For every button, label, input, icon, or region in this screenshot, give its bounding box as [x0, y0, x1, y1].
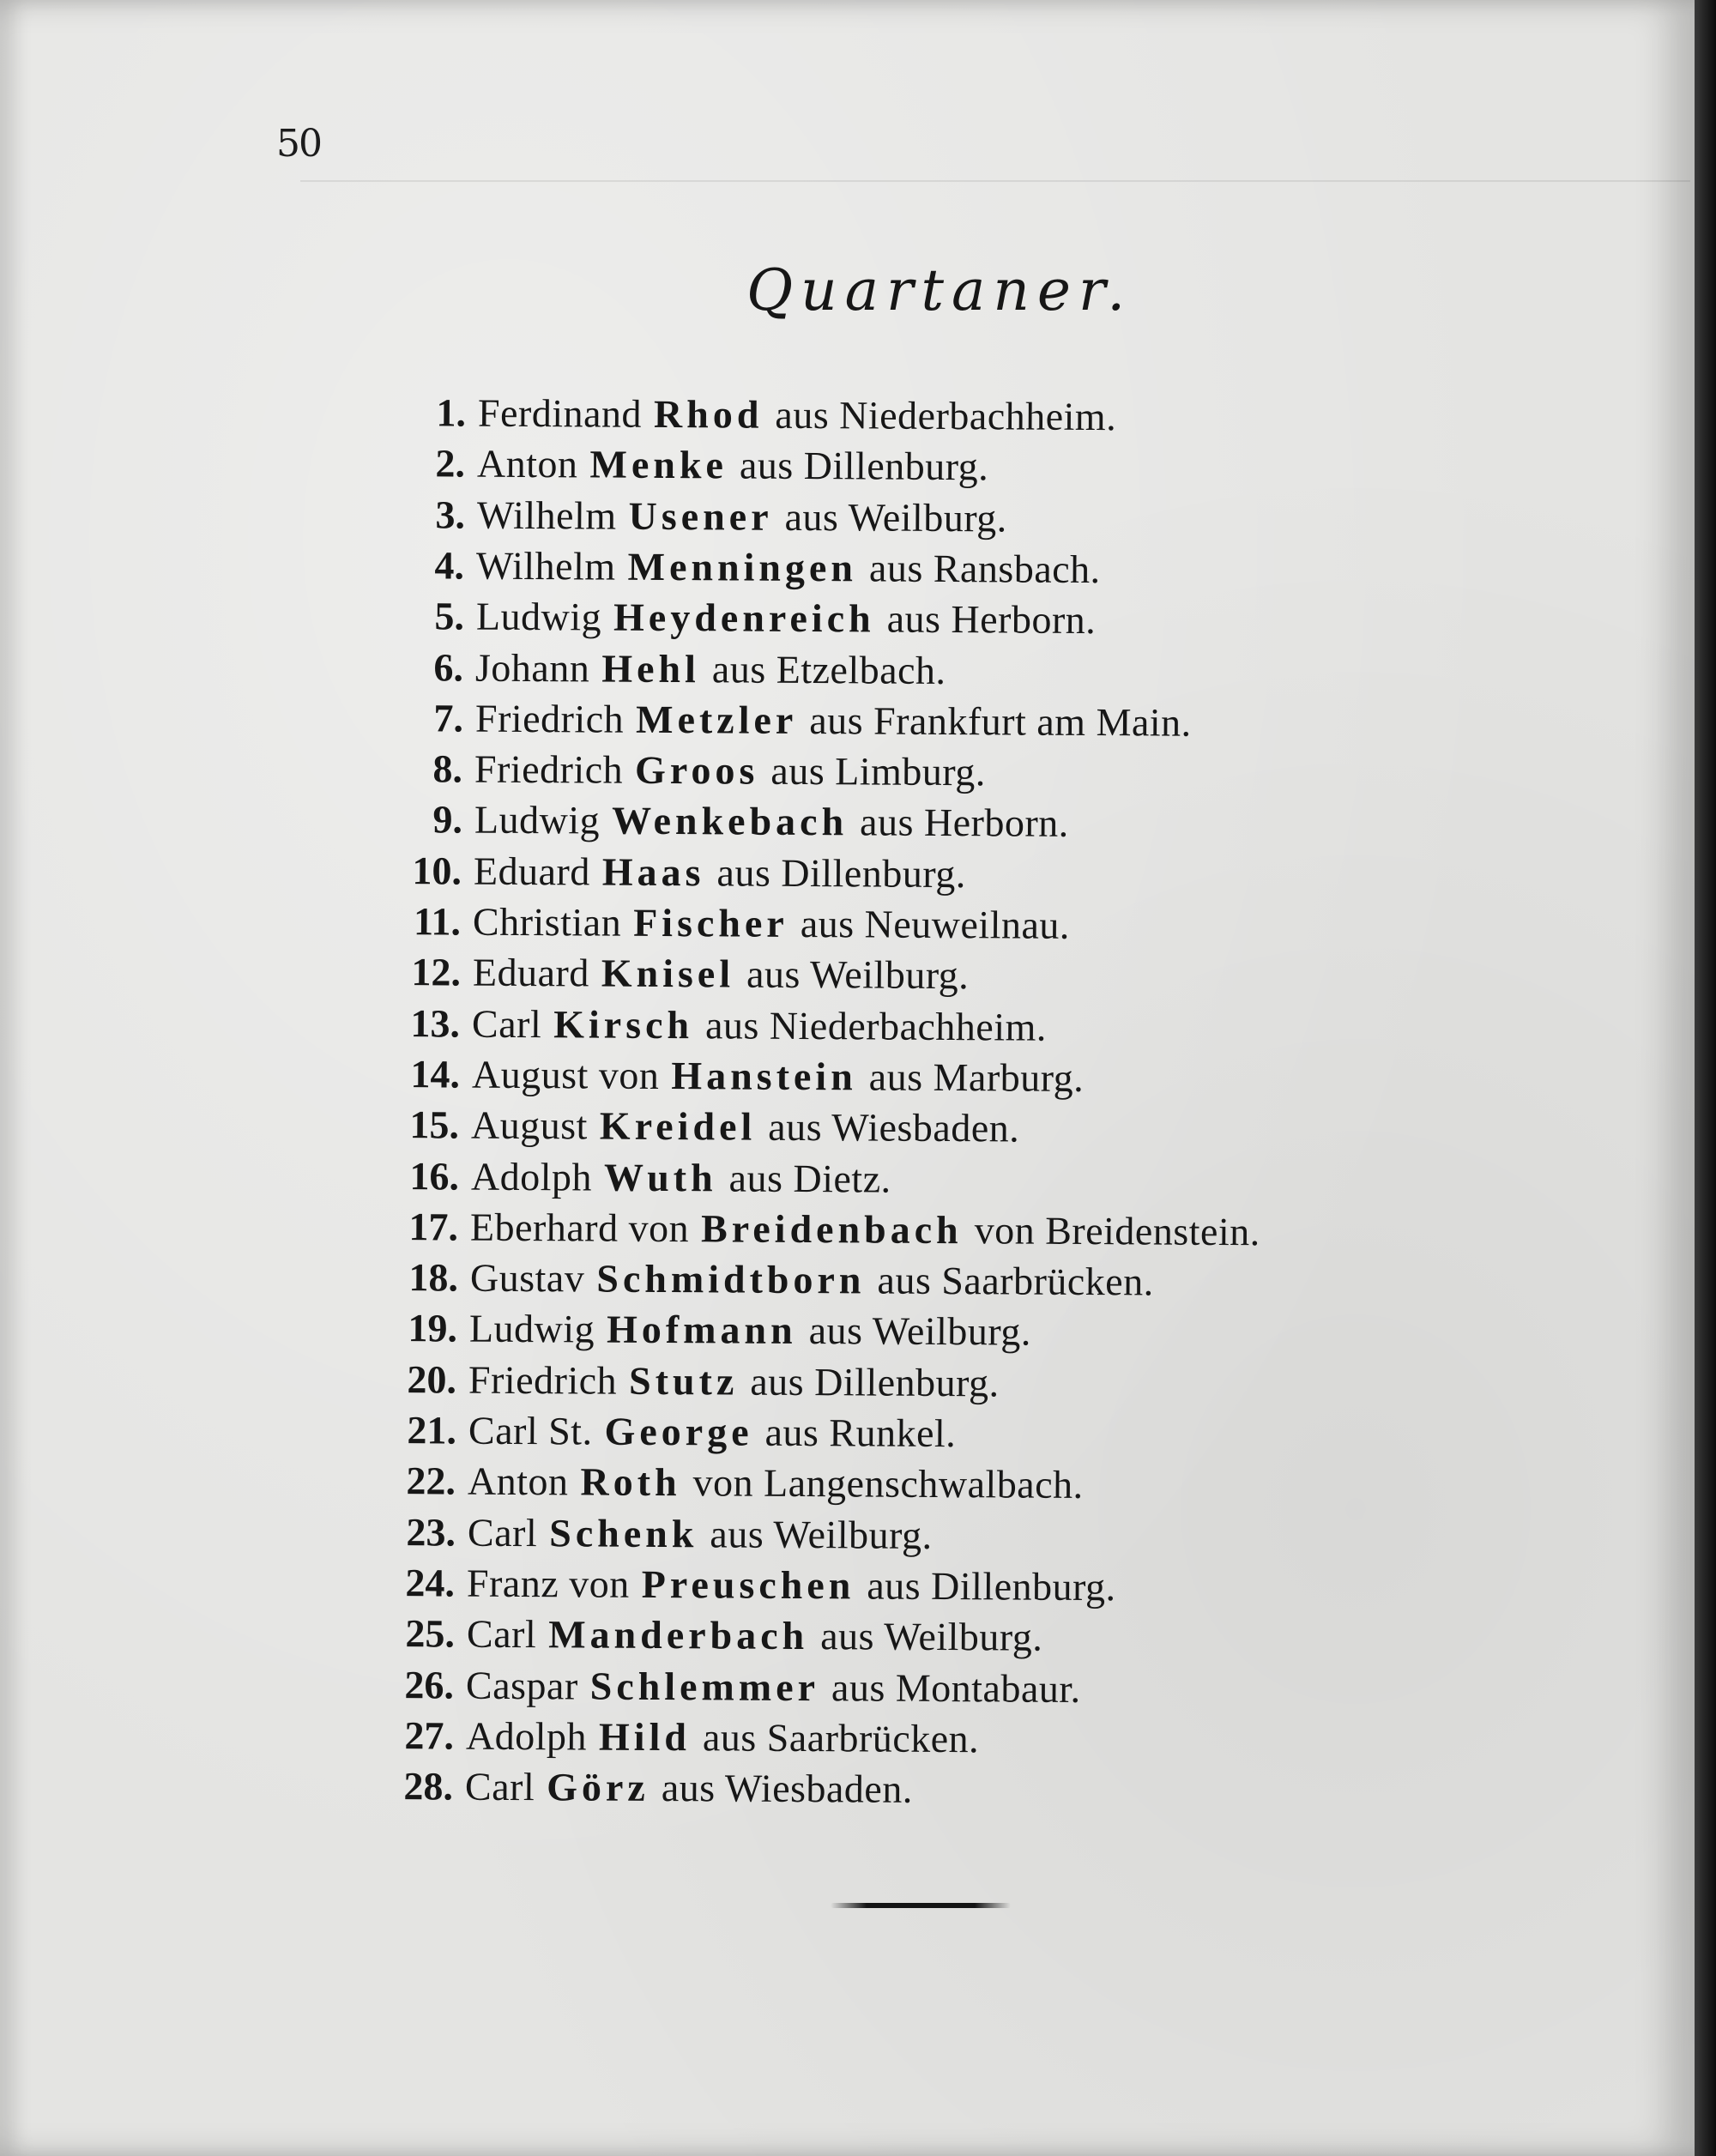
entry-number: 1. [436, 390, 467, 435]
entry-given-name: Eduard [473, 849, 590, 894]
list-item [390, 490, 1007, 543]
entry-surname: Hofmann [606, 1307, 797, 1353]
list-item [387, 744, 986, 797]
entry-surname: Kirsch [553, 1001, 694, 1047]
list-item [385, 947, 970, 1000]
list-item [385, 897, 1070, 951]
entry-surname: Wenkebach [611, 798, 848, 844]
entry-origin: aus Frankfurt am Main. [808, 698, 1192, 745]
entry-given-name: Friedrich [468, 1357, 618, 1403]
entry-number: 6. [433, 644, 464, 690]
list-item [378, 1609, 1042, 1663]
entry-origin: aus Dillenburg. [867, 1563, 1117, 1609]
list-item [384, 1049, 1085, 1103]
entry-surname: Menke [589, 442, 728, 487]
entry-given-name: Eberhard von [469, 1205, 690, 1250]
entry-surname: Usener [628, 493, 773, 539]
entry-given-name: Ferdinand [477, 390, 643, 436]
entry-given-name: Caspar [465, 1663, 579, 1707]
entry-surname: Hehl [601, 646, 701, 691]
entry-number: 16. [409, 1153, 459, 1199]
entry-number: 7. [433, 696, 463, 740]
entry-origin: aus Neuweilnau. [801, 901, 1071, 947]
entry-given-name: Friedrich [474, 746, 624, 792]
entry-number: 11. [414, 899, 462, 944]
list-item [380, 1456, 1084, 1510]
entry-origin: aus Dillenburg. [716, 850, 966, 896]
entry-surname: Manderbach [547, 1612, 809, 1658]
entry-number: 19. [408, 1306, 458, 1350]
entry-origin: aus Weilburg. [819, 1614, 1043, 1659]
entry-origin: aus Wiesbaden. [661, 1766, 913, 1811]
entry-surname: Hild [598, 1714, 691, 1760]
entry-number: 26. [404, 1662, 455, 1707]
list-item [378, 1761, 913, 1815]
entry-surname: Schenk [548, 1510, 698, 1555]
entry-surname: Menningen [627, 544, 858, 590]
entry-number: 3. [435, 492, 466, 537]
entry-number: 24. [405, 1561, 456, 1605]
entry-given-name: Carl St. [468, 1408, 593, 1453]
entry-number: 20. [407, 1356, 457, 1402]
entry-number: 5. [434, 594, 464, 638]
entry-surname: Hanstein [671, 1053, 857, 1099]
entry-given-name: Friedrich [474, 696, 624, 741]
entry-number: 10. [412, 848, 462, 893]
entry-number: 17. [408, 1204, 459, 1249]
entry-origin: aus Weilburg. [746, 951, 970, 998]
entry-surname: Groos [635, 747, 759, 793]
entry-origin: aus Herborn. [886, 596, 1097, 643]
entry-number: 2. [435, 441, 466, 486]
list-item [378, 1711, 978, 1764]
entry-origin: aus Saarbrücken. [702, 1715, 979, 1761]
entry-given-name: Adolph [465, 1713, 587, 1759]
entry-surname: Knisel [601, 951, 735, 996]
entry-surname: Metzler [635, 697, 798, 742]
entry-given-name: Adolph [470, 1154, 592, 1199]
entry-origin: aus Runkel. [764, 1410, 957, 1456]
entry-given-name: Anton [477, 441, 579, 486]
list-item [384, 999, 1047, 1053]
entry-given-name: Ludwig [468, 1307, 595, 1351]
entry-number: 18. [408, 1255, 458, 1300]
list-item [378, 1660, 1081, 1714]
page-title: Quartaner. [746, 257, 1133, 323]
list-item [388, 643, 946, 696]
book-spine-shadow [1695, 0, 1716, 2156]
entry-number: 12. [411, 950, 462, 994]
list-item [386, 794, 1068, 849]
entry-origin: aus Montabaur. [831, 1664, 1081, 1711]
entry-surname: Preuschen [641, 1561, 855, 1608]
list-item [382, 1303, 1031, 1357]
list-item [390, 388, 1117, 442]
entry-origin: aus Saarbrücken. [876, 1258, 1154, 1304]
entry-given-name: Carl [467, 1510, 538, 1555]
entry-origin: aus Niederbachheim. [705, 1002, 1048, 1049]
entry-given-name: Ludwig [475, 594, 602, 639]
entry-surname: Wuth [603, 1155, 717, 1199]
entry-number: 15. [409, 1102, 460, 1147]
entry-origin: aus Ransbach. [869, 546, 1102, 591]
entry-surname: Schlemmer [589, 1664, 820, 1709]
entry-surname: Fischer [633, 900, 789, 945]
entry-given-name: Gustav [469, 1255, 585, 1301]
entry-given-name: August von [471, 1052, 660, 1097]
entry-number: 25. [405, 1611, 455, 1656]
entry-surname: Heydenreich [613, 595, 875, 641]
entry-number: 8. [432, 746, 463, 791]
entry-origin: aus Weilburg. [709, 1511, 933, 1557]
entry-origin: von Breidenstein. [974, 1208, 1260, 1254]
entry-given-name: Franz von [467, 1561, 631, 1606]
entry-origin: aus Niederbachheim. [775, 392, 1117, 439]
entry-surname: Görz [547, 1765, 650, 1810]
entry-surname: Haas [601, 849, 705, 894]
entry-origin: aus Dietz. [728, 1155, 891, 1201]
entry-origin: aus Dillenburg. [750, 1359, 1000, 1405]
entry-origin: aus Marburg. [868, 1054, 1085, 1100]
list-item [380, 1507, 933, 1561]
list-item [379, 1558, 1116, 1612]
entry-number: 14. [410, 1052, 460, 1096]
entry-origin: aus Etzelbach. [711, 646, 946, 692]
list-item [381, 1355, 1000, 1408]
entry-given-name: Ludwig [474, 798, 600, 842]
list-item [390, 438, 989, 492]
entry-number: 27. [403, 1712, 454, 1758]
list-item [389, 541, 1101, 595]
entry-surname: Rhod [653, 391, 764, 437]
entry-origin: aus Weilburg. [808, 1308, 1032, 1355]
entry-given-name: Anton [468, 1458, 569, 1504]
list-item [383, 1202, 1260, 1257]
entry-origin: aus Weilburg. [784, 494, 1007, 540]
list-item [389, 591, 1097, 645]
entry-number: 21. [407, 1408, 457, 1452]
entry-surname: Stutz [629, 1358, 739, 1404]
entry-origin: aus Wiesbaden. [768, 1104, 1020, 1150]
entry-given-name: Wilhelm [476, 492, 617, 538]
list-item [382, 1253, 1153, 1307]
page-number: 50 [276, 122, 321, 166]
entry-given-name: August [471, 1102, 589, 1148]
entry-given-name: Carl [464, 1764, 535, 1809]
list-item [387, 693, 1191, 748]
entry-surname: Kreidel [599, 1103, 757, 1149]
entry-given-name: Johann [475, 645, 590, 690]
entry-given-name: Wilhelm [476, 543, 617, 589]
list-item [384, 1100, 1020, 1154]
entry-number: 4. [434, 543, 465, 588]
entry-surname: Roth [580, 1459, 682, 1505]
list-item [381, 1405, 957, 1458]
entry-origin: aus Limburg. [770, 748, 987, 794]
entry-origin: aus Herborn. [859, 800, 1069, 846]
entry-given-name: Eduard [472, 950, 589, 995]
entry-surname: Breidenbach [701, 1206, 963, 1252]
entry-number: 9. [432, 797, 462, 842]
entry-number: 13. [410, 1000, 461, 1046]
entry-origin: aus Dillenburg. [740, 443, 989, 489]
entry-origin: von Langenschwalbach. [692, 1460, 1085, 1507]
entry-number: 22. [406, 1458, 456, 1503]
entry-given-name: Carl [472, 1001, 542, 1046]
entry-surname: George [604, 1409, 753, 1454]
entry-surname: Schmidtborn [595, 1256, 866, 1302]
entry-given-name: Carl [466, 1611, 537, 1657]
list-item [386, 846, 966, 899]
entry-given-name: Christian [473, 899, 622, 945]
entry-number: 28. [403, 1764, 454, 1809]
entry-number: 23. [406, 1509, 456, 1555]
end-ornament-rule [831, 1903, 1011, 1908]
list-item [383, 1151, 891, 1205]
